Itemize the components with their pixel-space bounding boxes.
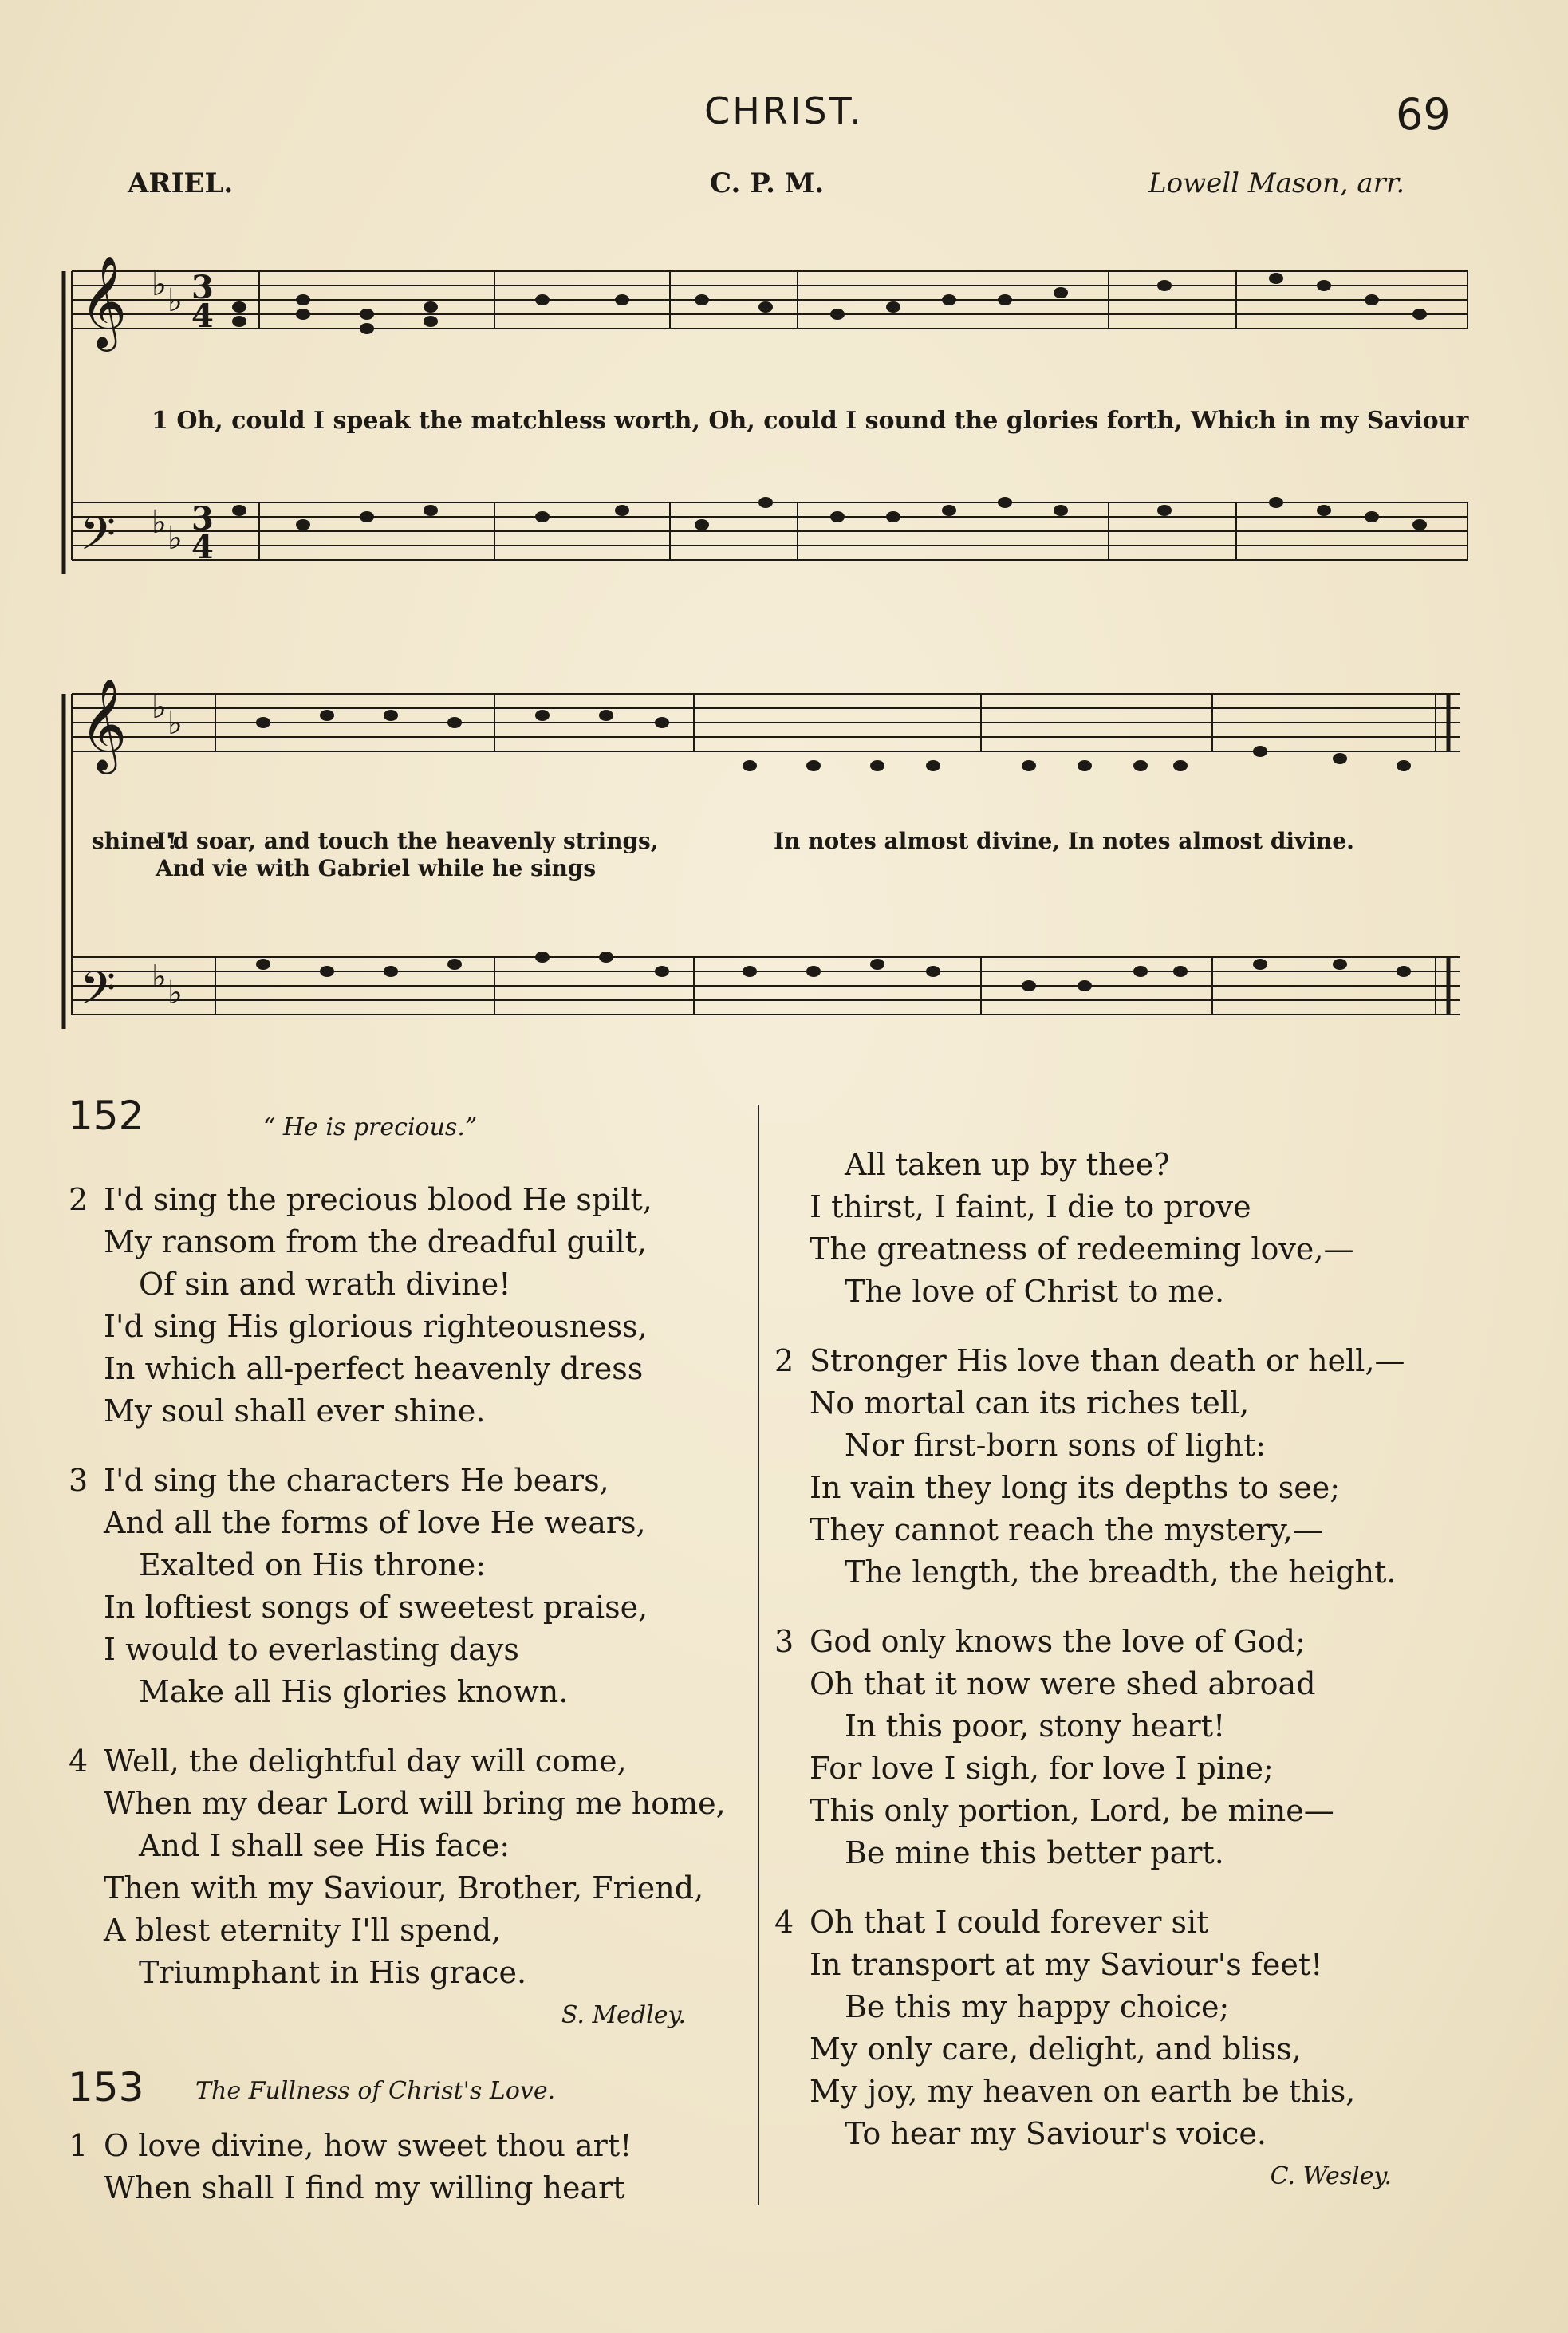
stanza: 3 I'd sing the characters He bears, And all the forms of love He wears, Exalted on His throne: In loftiest songs of sweetest praise, I would to everlasting days Make all His glories known. xyxy=(69,1463,648,1709)
column-divider xyxy=(758,1105,759,2205)
lyric-line-2-start: shine ! xyxy=(92,828,177,854)
svg-text:3: 3 xyxy=(191,500,214,538)
hymn-153-author: C. Wesley. xyxy=(1270,2162,1392,2190)
stanza: All taken up by thee? I thirst, I faint, I die to prove The greatness of redeeming love,— The love of Christ to me. xyxy=(810,1147,1354,1309)
svg-text:♭: ♭ xyxy=(167,705,183,742)
right-column xyxy=(774,1144,1479,2225)
svg-text:4: 4 xyxy=(191,298,214,335)
svg-text:♭: ♭ xyxy=(152,266,167,303)
stanza: 4 Well, the delightful day will come, When my dear Lord will bring me home, And I shall see His face: Then with my Saviour, Brother, Friend, A blest eternity I'll spend, Triumphant in His grace. S. Medley. xyxy=(104,1740,742,2036)
lyric-line-1: 1 Oh, could I speak the matchless worth, Oh, could I sound the glories forth, Which in my Saviour xyxy=(152,407,1469,435)
hymn-153-subtitle: The Fullness of Christ's Love. xyxy=(195,2077,556,2105)
lyric-line-2a: I'd soar, and touch the heavenly strings, xyxy=(156,828,659,854)
svg-text:4: 4 xyxy=(191,529,214,566)
svg-text:3: 3 xyxy=(191,269,214,306)
svg-text:♭: ♭ xyxy=(152,504,167,541)
svg-text:𝄢: 𝄢 xyxy=(80,961,116,1027)
stanza: 3 God only knows the love of God; Oh that it now were shed abroad In this poor, stony heart! For love I sigh, for love I pine; This only portion, Lord, be mine— Be mine this better part. xyxy=(774,1624,1334,1870)
hymn-number-153: 153 xyxy=(68,2064,144,2110)
svg-text:♭: ♭ xyxy=(167,520,183,557)
svg-text:𝄞: 𝄞 xyxy=(80,254,128,348)
svg-text:♭: ♭ xyxy=(152,959,167,995)
svg-text:♭: ♭ xyxy=(167,282,183,319)
tune-composer: Lowell Mason, arr. xyxy=(1148,167,1405,199)
hymn-number-152: 152 xyxy=(68,1093,144,1139)
page-number: 69 xyxy=(1396,89,1451,140)
running-header: CHRIST. xyxy=(704,89,864,132)
svg-text:♭: ♭ xyxy=(152,689,167,726)
stanza: 2 Stronger His love than death or hell,— No mortal can its riches tell, Nor first-born sons of light: In vain they long its depths to see; They cannot reach the mystery,— The length, the breadth, the height. xyxy=(774,1343,1405,1590)
lyric-line-2b: And vie with Gabriel while he sings xyxy=(156,855,597,881)
lyric-line-2c: In notes almost divine, In notes almost divine. xyxy=(774,828,1354,854)
tune-name: ARIEL. xyxy=(128,167,234,199)
svg-text:𝄞: 𝄞 xyxy=(80,677,128,770)
svg-text:♭: ♭ xyxy=(167,975,183,1011)
stanza: 4 Oh that I could forever sit In transport at my Saviour's feet! Be this my happy choice; My only care, delight, and bliss, My joy, my heaven on earth be this, To hear my Saviour's voice. C. Wesley. xyxy=(810,1901,1479,2197)
hymn-152-subtitle: “ He is precious.” xyxy=(263,1113,478,1141)
svg-text:𝄢: 𝄢 xyxy=(80,506,116,572)
music-system-2 xyxy=(48,662,1475,1077)
left-column xyxy=(69,1179,742,2063)
hymn-152-author: S. Medley. xyxy=(561,2001,686,2029)
hymn-153-stanza-1-start: 1 O love divine, how sweet thou art! When shall I find my willing heart xyxy=(69,2128,632,2205)
stanza: 2 I'd sing the precious blood He spilt, My ransom from the dreadful guilt, Of sin and wrath divine! I'd sing His glorious righteousness, In which all-perfect heavenly dress My soul shall ever shine. xyxy=(69,1182,652,1429)
tune-meter: C. P. M. xyxy=(710,167,825,199)
music-system-1 xyxy=(48,239,1475,622)
